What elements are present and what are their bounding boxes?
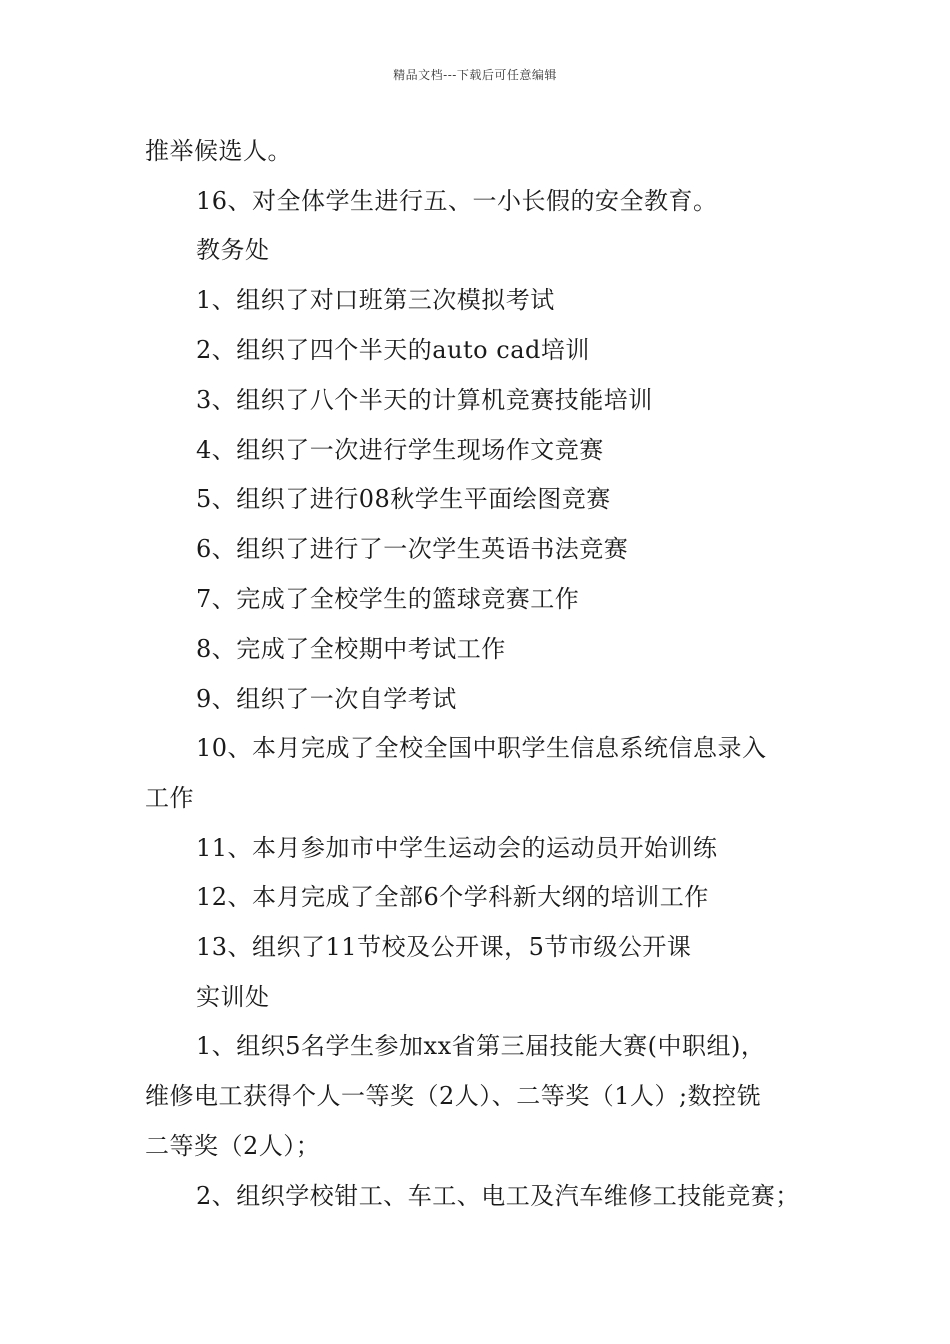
list-item: 13、组织了11节校及公开课，5节市级公开课	[196, 933, 692, 961]
list-item: 5、组织了进行08秋学生平面绘图竞赛	[196, 485, 611, 513]
list-item: 7、完成了全校学生的篮球竞赛工作	[196, 585, 580, 613]
list-item: 12、本月完成了全部6个学科新大纲的培训工作	[196, 883, 709, 911]
list-item: 6、组织了进行了一次学生英语书法竞赛	[196, 535, 629, 563]
list-item: 11、本月参加市中学生运动会的运动员开始训练	[196, 834, 718, 862]
list-item: 3、组织了八个半天的计算机竞赛技能培训	[196, 386, 653, 414]
list-item: 2、组织了四个半天的auto cad培训	[196, 336, 590, 364]
list-item: 4、组织了一次进行学生现场作文竞赛	[196, 436, 604, 464]
section-heading: 教务处	[196, 236, 270, 264]
list-item-continuation: 工作	[145, 784, 194, 812]
list-item: 1、组织5名学生参加xx省第三届技能大赛(中职组)，	[196, 1032, 766, 1060]
section-heading: 实训处	[196, 983, 270, 1011]
text-line: 16、对全体学生进行五、一小长假的安全教育。	[196, 187, 718, 215]
page-header: 精品文档---下载后可任意编辑	[393, 68, 557, 82]
list-item-continuation: 二等奖（2人）；	[145, 1132, 321, 1160]
list-item-continuation: 维修电工获得个人一等奖（2人）、二等奖（1人）;数控铣	[145, 1082, 762, 1110]
list-item: 8、完成了全校期中考试工作	[196, 635, 506, 663]
list-item: 10、本月完成了全校全国中职学生信息系统信息录入	[196, 734, 767, 762]
list-item: 9、组织了一次自学考试	[196, 685, 457, 713]
text-line: 推举候选人。	[145, 137, 292, 165]
list-item: 1、组织了对口班第三次模拟考试	[196, 286, 555, 314]
list-item: 2、组织学校钳工、车工、电工及汽车维修工技能竞赛；	[196, 1182, 800, 1210]
